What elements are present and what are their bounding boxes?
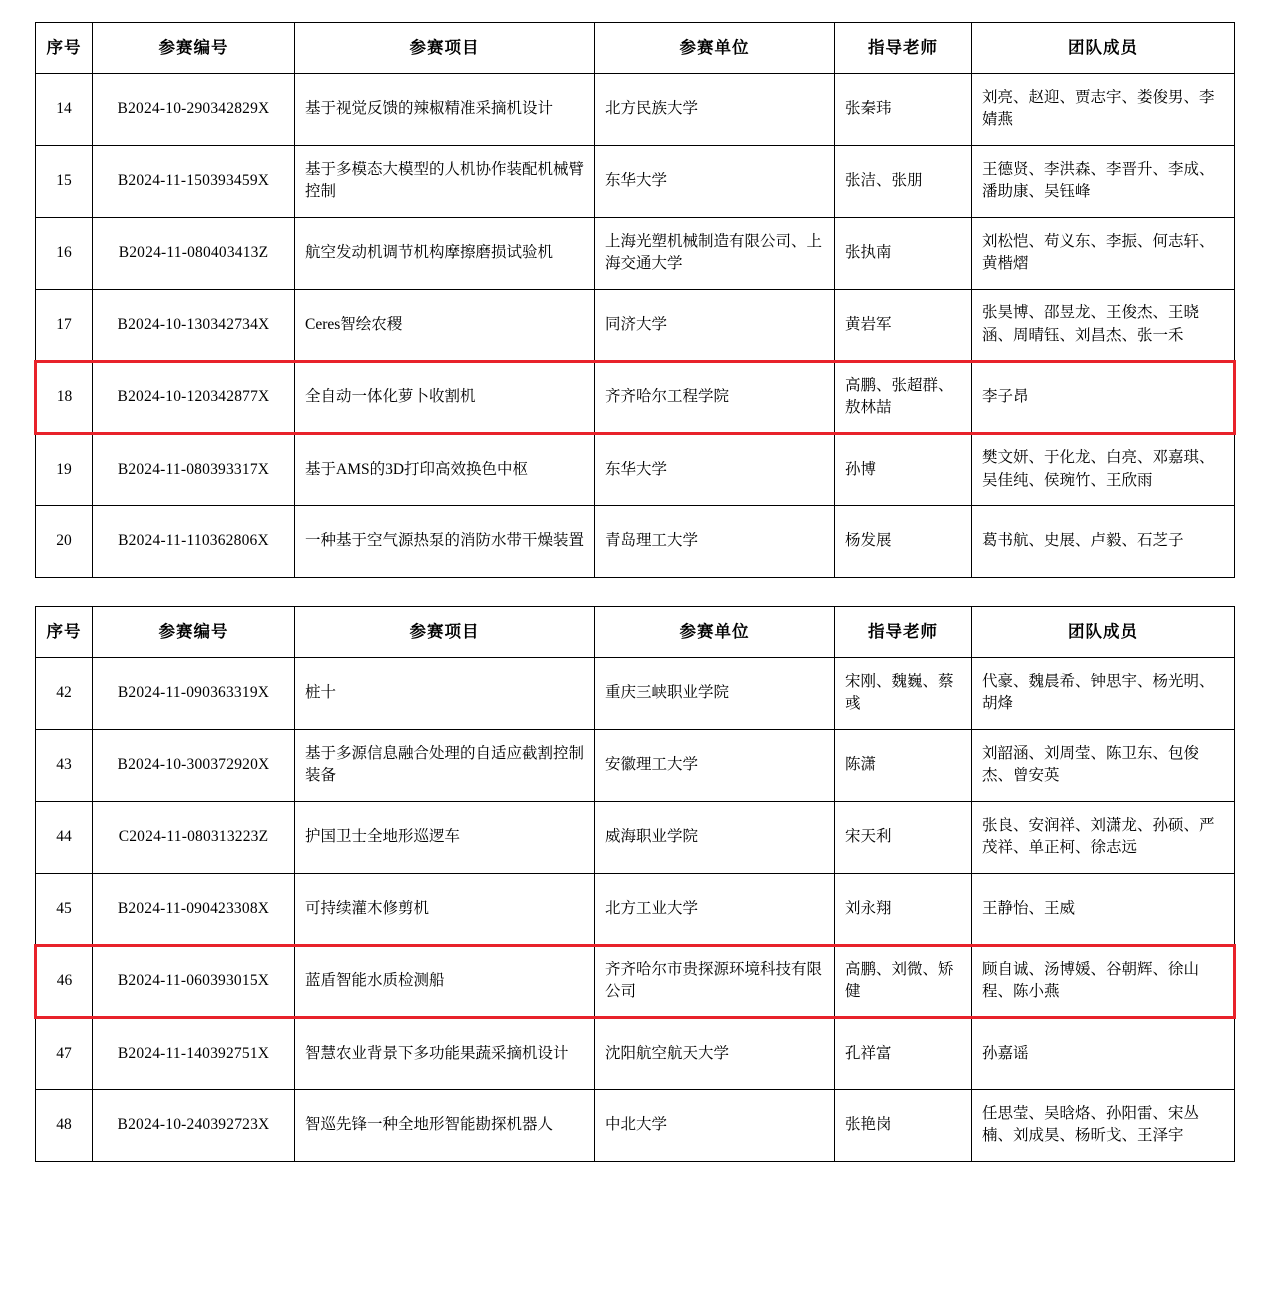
cell-index: 18 — [36, 361, 93, 433]
cell-code: B2024-10-300372920X — [93, 729, 295, 801]
column-header-index: 序号 — [36, 606, 93, 657]
table-row-highlighted — [36, 945, 1235, 1017]
cell-teacher: 宋天利 — [835, 801, 972, 873]
cell-teacher: 张执南 — [835, 217, 972, 289]
column-header-project: 参赛项目 — [295, 606, 595, 657]
table-row — [36, 657, 1235, 729]
cell-teacher: 张秦玮 — [835, 73, 972, 145]
table-row — [36, 1089, 1235, 1161]
table-row — [36, 433, 1235, 505]
cell-index: 44 — [36, 801, 93, 873]
cell-code: B2024-11-080393317X — [93, 433, 295, 505]
cell-index: 14 — [36, 73, 93, 145]
cell-teacher: 黄岩军 — [835, 289, 972, 361]
cell-teacher: 高鹏、刘微、矫健 — [835, 945, 972, 1017]
cell-project: 蓝盾智能水质检测船 — [295, 945, 595, 1017]
cell-unit: 中北大学 — [595, 1089, 835, 1161]
column-header-project: 参赛项目 — [295, 23, 595, 74]
cell-code: B2024-10-130342734X — [93, 289, 295, 361]
cell-team: 任思莹、吴晗烙、孙阳雷、宋丛楠、刘成昊、杨昕戈、王泽宇 — [972, 1089, 1235, 1161]
cell-team: 王静怡、王威 — [972, 873, 1235, 945]
column-header-unit: 参赛单位 — [595, 23, 835, 74]
cell-code: B2024-11-080403413Z — [93, 217, 295, 289]
cell-index: 20 — [36, 505, 93, 577]
cell-index: 45 — [36, 873, 93, 945]
cell-team: 张昊博、邵昱龙、王俊杰、王晓涵、周晴钰、刘昌杰、张一禾 — [972, 289, 1235, 361]
cell-team: 刘松恺、苟义东、李振、何志轩、黄楷熠 — [972, 217, 1235, 289]
cell-project: 智巡先锋一种全地形智能勘探机器人 — [295, 1089, 595, 1161]
cell-team: 葛书航、史展、卢毅、石芝子 — [972, 505, 1235, 577]
cell-team: 李子昂 — [972, 361, 1235, 433]
column-header-teacher: 指导老师 — [835, 23, 972, 74]
cell-project: 基于AMS的3D打印高效换色中枢 — [295, 433, 595, 505]
cell-teacher: 陈潇 — [835, 729, 972, 801]
cell-project: 全自动一体化萝卜收割机 — [295, 361, 595, 433]
cell-project: 基于视觉反馈的辣椒精准采摘机设计 — [295, 73, 595, 145]
table-row — [36, 73, 1235, 145]
cell-project: 一种基于空气源热泵的消防水带干燥装置 — [295, 505, 595, 577]
table-row — [36, 801, 1235, 873]
cell-teacher: 杨发展 — [835, 505, 972, 577]
cell-teacher: 孙博 — [835, 433, 972, 505]
cell-code: C2024-11-080313223Z — [93, 801, 295, 873]
cell-code: B2024-11-110362806X — [93, 505, 295, 577]
cell-unit: 齐齐哈尔市贵探源环境科技有限公司 — [595, 945, 835, 1017]
cell-project: 基于多源信息融合处理的自适应截割控制装备 — [295, 729, 595, 801]
column-header-team: 团队成员 — [972, 23, 1235, 74]
cell-project: 桩十 — [295, 657, 595, 729]
cell-project: 航空发动机调节机构摩擦磨损试验机 — [295, 217, 595, 289]
cell-project: 智慧农业背景下多功能果蔬采摘机设计 — [295, 1017, 595, 1089]
cell-unit: 重庆三峡职业学院 — [595, 657, 835, 729]
column-header-teacher: 指导老师 — [835, 606, 972, 657]
cell-unit: 沈阳航空航天大学 — [595, 1017, 835, 1089]
cell-index: 48 — [36, 1089, 93, 1161]
table-row — [36, 1017, 1235, 1089]
cell-unit: 上海光塑机械制造有限公司、上海交通大学 — [595, 217, 835, 289]
cell-code: B2024-10-290342829X — [93, 73, 295, 145]
table-header-row — [36, 606, 1235, 657]
column-header-index: 序号 — [36, 23, 93, 74]
cell-unit: 北方工业大学 — [595, 873, 835, 945]
cell-team: 王德贤、李洪森、李晋升、李成、潘助康、吴钰峰 — [972, 145, 1235, 217]
cell-project: 可持续灌木修剪机 — [295, 873, 595, 945]
cell-team: 顾自诚、汤博媛、谷朝辉、徐山程、陈小燕 — [972, 945, 1235, 1017]
competition-table-2 — [34, 606, 1236, 1162]
cell-project: Ceres智绘农稷 — [295, 289, 595, 361]
cell-project: 基于多模态大模型的人机协作装配机械臂控制 — [295, 145, 595, 217]
cell-code: B2024-11-090363319X — [93, 657, 295, 729]
cell-index: 17 — [36, 289, 93, 361]
cell-teacher: 孔祥富 — [835, 1017, 972, 1089]
column-header-team: 团队成员 — [972, 606, 1235, 657]
cell-code: B2024-11-140392751X — [93, 1017, 295, 1089]
cell-index: 19 — [36, 433, 93, 505]
competition-table-1 — [34, 22, 1236, 578]
cell-code: B2024-10-240392723X — [93, 1089, 295, 1161]
cell-unit: 北方民族大学 — [595, 73, 835, 145]
cell-unit: 青岛理工大学 — [595, 505, 835, 577]
cell-unit: 同济大学 — [595, 289, 835, 361]
cell-project: 护国卫士全地形巡逻车 — [295, 801, 595, 873]
cell-team: 代豪、魏晨希、钟思宇、杨光明、胡烽 — [972, 657, 1235, 729]
cell-unit: 威海职业学院 — [595, 801, 835, 873]
cell-teacher: 刘永翔 — [835, 873, 972, 945]
table-row — [36, 729, 1235, 801]
cell-teacher: 张艳岗 — [835, 1089, 972, 1161]
cell-code: B2024-11-090423308X — [93, 873, 295, 945]
column-header-unit: 参赛单位 — [595, 606, 835, 657]
table-row — [36, 145, 1235, 217]
table-row — [36, 873, 1235, 945]
cell-team: 樊文妍、于化龙、白亮、邓嘉琪、吴佳纯、侯琬竹、王欣雨 — [972, 433, 1235, 505]
cell-teacher: 宋刚、魏巍、蔡彧 — [835, 657, 972, 729]
cell-index: 16 — [36, 217, 93, 289]
cell-index: 46 — [36, 945, 93, 1017]
cell-teacher: 张洁、张朋 — [835, 145, 972, 217]
cell-code: B2024-10-120342877X — [93, 361, 295, 433]
cell-team: 张良、安润祥、刘潇龙、孙硕、严茂祥、单正柯、徐志远 — [972, 801, 1235, 873]
column-header-code: 参赛编号 — [93, 23, 295, 74]
cell-team: 刘亮、赵迎、贾志宇、娄俊男、李婧燕 — [972, 73, 1235, 145]
table-row — [36, 289, 1235, 361]
table-row — [36, 217, 1235, 289]
cell-team: 孙嘉谣 — [972, 1017, 1235, 1089]
cell-index: 42 — [36, 657, 93, 729]
cell-teacher: 高鹏、张超群、敖林喆 — [835, 361, 972, 433]
cell-team: 刘韶涵、刘周莹、陈卫东、包俊杰、曾安英 — [972, 729, 1235, 801]
cell-index: 43 — [36, 729, 93, 801]
cell-code: B2024-11-150393459X — [93, 145, 295, 217]
table-header-row — [36, 23, 1235, 74]
cell-unit: 齐齐哈尔工程学院 — [595, 361, 835, 433]
cell-index: 47 — [36, 1017, 93, 1089]
cell-code: B2024-11-060393015X — [93, 945, 295, 1017]
cell-index: 15 — [36, 145, 93, 217]
table-row — [36, 505, 1235, 577]
cell-unit: 东华大学 — [595, 145, 835, 217]
cell-unit: 东华大学 — [595, 433, 835, 505]
column-header-code: 参赛编号 — [93, 606, 295, 657]
cell-unit: 安徽理工大学 — [595, 729, 835, 801]
table-row-highlighted — [36, 361, 1235, 433]
